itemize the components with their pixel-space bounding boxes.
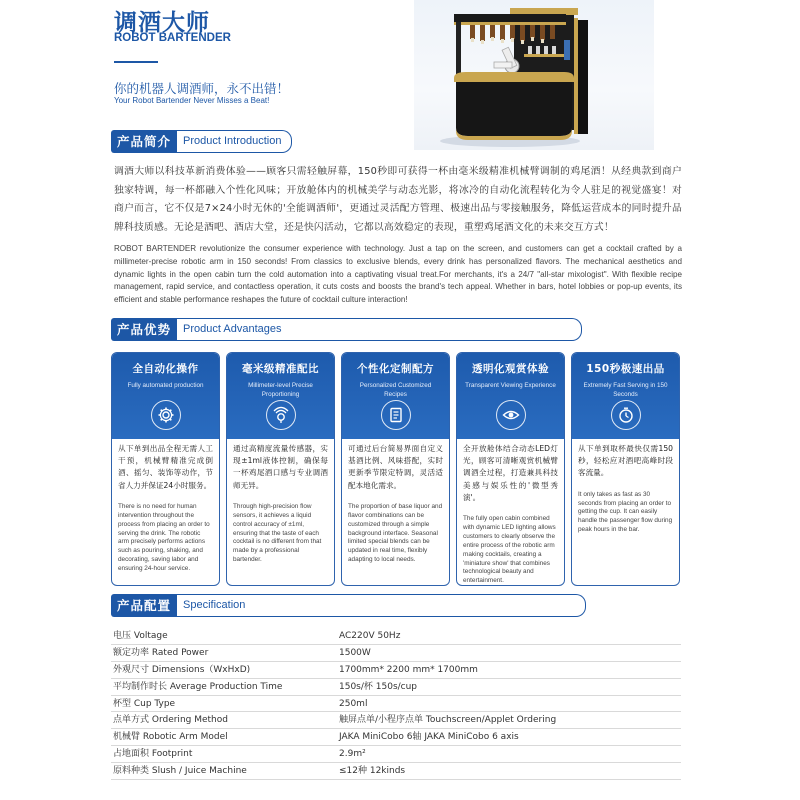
advantage-card bbox=[111, 352, 220, 586]
card-subtitle: Extremely Fast Serving in 150 Seconds bbox=[583, 382, 668, 398]
spec-key: 外观尺寸 Dimensions（WxHxD) bbox=[113, 664, 251, 675]
table-row bbox=[111, 662, 681, 679]
table-row bbox=[111, 628, 681, 645]
card-subtitle: Fully automated production bbox=[127, 382, 204, 389]
table-row bbox=[111, 645, 681, 662]
section-title: 产品优势 bbox=[111, 318, 177, 341]
card-header bbox=[457, 353, 564, 439]
card-title: 毫米级精准配比 bbox=[242, 363, 319, 375]
stopwatch-icon bbox=[611, 400, 641, 430]
advantage-card bbox=[226, 352, 335, 586]
spec-key: 平均制作时长 Average Production Time bbox=[113, 681, 283, 692]
page-title: 调酒大师 bbox=[114, 10, 210, 36]
section-header-intro bbox=[111, 130, 292, 153]
advantage-cards bbox=[111, 352, 681, 586]
section-title: 产品配置 bbox=[111, 594, 177, 617]
section-title: 产品简介 bbox=[111, 130, 177, 153]
card-text-en: The proportion of base liquor and flavor combinations can be customized through a simple background interface. Seasonal limited special blends can be updated in real time, flexibly adapting to local needs. bbox=[348, 502, 443, 564]
spec-table bbox=[111, 628, 681, 780]
table-row bbox=[111, 696, 681, 713]
card-subtitle: Personalized Customized Recipes bbox=[359, 382, 432, 398]
intro-text-en: ROBOT BARTENDER revolutionize the consumer experience with technology. Just a tap on the screen, and customers can get a cocktail crafted by a millimeter-precise robotic arm in 150 seconds! From classics to exclusive blends, every drink has personalized flavors. The mechanical aesthetics and dynamic lights in the open cabin turn the cold automation into a captivating visual treat.For merchants, it's a 24/7 "all-star mixologist". With flexible recipe management, rapid service, and contactless operation, it cuts costs and boosts the brand's tech appeal. Whether in bars, hotel lobbies or pop-up events, its efficient and stable performance reshapes the future of cocktail culture interaction! bbox=[114, 244, 682, 305]
section-title-en: Product Introduction bbox=[177, 130, 292, 153]
table-row bbox=[111, 746, 681, 763]
card-text-en: Through high-precision flow sensors, it achieves a liquid control accuracy of ±1ml, ensuring that the taste of each cocktail is no different from that made by a professional bartender. bbox=[233, 502, 322, 564]
card-header bbox=[112, 353, 219, 439]
table-row bbox=[111, 679, 681, 696]
product-image bbox=[414, 0, 654, 150]
card-subtitle: Transparent Viewing Experience bbox=[465, 382, 556, 389]
slogan: 你的机器人调酒师，永不出错！ bbox=[114, 81, 290, 96]
section-title-en: Specification bbox=[177, 594, 586, 617]
card-text-cn: 从下单到出品全程无需人工干预，机械臂精准完成倒酒、摇匀、装饰等动作，节省人力并保证24小时服务。 bbox=[118, 444, 213, 490]
card-subtitle: Millimeter-level Precise Proportioning bbox=[248, 382, 313, 398]
page-title-en: ROBOT BARTENDER bbox=[114, 32, 231, 44]
card-title: 透明化观赏体验 bbox=[472, 363, 549, 375]
card-text-cn: 可通过后台简易界面自定义基酒比例、风味搭配，实时更新季节限定特调，灵活适配本地化需求。 bbox=[348, 444, 443, 490]
advantage-card bbox=[571, 352, 680, 586]
spec-key: 额定功率 Rated Power bbox=[113, 647, 209, 658]
intro-text-cn: 调酒大师以科技革新消费体验——顾客只需轻触屏幕，150秒即可获得一杯由毫米级精准机械臂调制的鸡尾酒！从经典款到商户独家特调，每一杯都融入个性化风味；开放舱体内的机械美学与动态光影，将冰冷的自动化流程转化为令人驻足的视觉盛宴！对商户而言，它不仅是7×24小时无休的'全能调酒师'，更通过灵活配方管理、极速出品与零接触服务，降低运营成本的同时提升品牌科技质感。无论是酒吧、酒店大堂，还是快闪活动，它都以高效稳定的表现，重塑鸡尾酒文化的未来交互方式！ bbox=[114, 166, 682, 233]
section-header-advantages bbox=[111, 318, 582, 341]
section-title-en: Product Advantages bbox=[177, 318, 582, 341]
table-row bbox=[111, 729, 681, 746]
slogan-en: Your Robot Bartender Never Misses a Beat! bbox=[114, 96, 270, 105]
spec-value: 2.9m² bbox=[339, 749, 366, 760]
spec-key: 原料种类 Slush / Juice Machine bbox=[113, 766, 247, 777]
card-title: 个性化定制配方 bbox=[357, 363, 434, 375]
spec-key: 占地面积 Footprint bbox=[113, 749, 193, 760]
recipe-icon bbox=[381, 400, 411, 430]
spec-value: 1500W bbox=[339, 647, 371, 658]
sensor-icon bbox=[266, 400, 296, 430]
gear-icon bbox=[151, 400, 181, 430]
card-text-cn: 全开放舱体结合动态LED灯光，顾客可清晰观赏机械臂调酒全过程，打造兼具科技美感与娱乐性的'微型秀演'。 bbox=[463, 444, 558, 502]
spec-key: 杯型 Cup Type bbox=[113, 698, 176, 709]
spec-value: 1700mm* 2200 mm* 1700mm bbox=[339, 664, 478, 675]
eye-icon bbox=[496, 400, 526, 430]
advantage-card bbox=[456, 352, 565, 586]
card-title: 全自动化操作 bbox=[132, 363, 199, 375]
card-header bbox=[342, 353, 449, 439]
spec-value: ≤12种 12kinds bbox=[339, 766, 406, 777]
spec-key: 机械臂 Robotic Arm Model bbox=[113, 732, 228, 743]
card-title: 150秒极速出品 bbox=[586, 363, 665, 375]
spec-value: AC220V 50Hz bbox=[339, 631, 401, 641]
spec-value: 触屏点单/小程序点单 Touchscreen/Applet Ordering bbox=[339, 715, 557, 726]
spec-value: 150s/杯 150s/cup bbox=[339, 681, 418, 692]
card-header bbox=[227, 353, 334, 439]
table-row bbox=[111, 763, 681, 780]
spec-key: 点单方式 Ordering Method bbox=[113, 715, 228, 726]
card-text-en: The fully open cabin combined with dynamic LED lighting allows customers to clearly observe the entire process of the robotic arm making cocktails, creating a 'miniature show' that combines technological beauty and entertainment. bbox=[463, 515, 556, 585]
card-text-en: It only takes as fast as 30 seconds from placing an order to getting the cup. It can easily handle the passenger flow during peak hours in the bar. bbox=[578, 490, 673, 534]
spec-value: 250ml bbox=[339, 698, 368, 709]
title-underline bbox=[114, 61, 158, 63]
card-text-cn: 通过高精度流量传感器，实现±1ml液体控制，确保每一杯鸡尾酒口感与专业调酒师无异。 bbox=[233, 444, 328, 490]
spec-value: JAKA MiniCobo 6轴 JAKA MiniCobo 6 axis bbox=[339, 732, 519, 743]
spec-key: 电压 Voltage bbox=[113, 631, 168, 641]
card-text-en: There is no need for human intervention throughout the process from placing an order to serving the drink. The robotic arm precisely performs actions such as pouring, shaking, and decorating, saving labor and ensuring 24-hour service. bbox=[118, 502, 210, 573]
section-header-spec bbox=[111, 594, 586, 617]
advantage-card bbox=[341, 352, 450, 586]
table-row bbox=[111, 712, 681, 729]
card-text-cn: 从下单到取杯最快仅需150秒，轻松应对酒吧高峰时段客流量。 bbox=[578, 444, 673, 478]
card-header bbox=[572, 353, 679, 439]
